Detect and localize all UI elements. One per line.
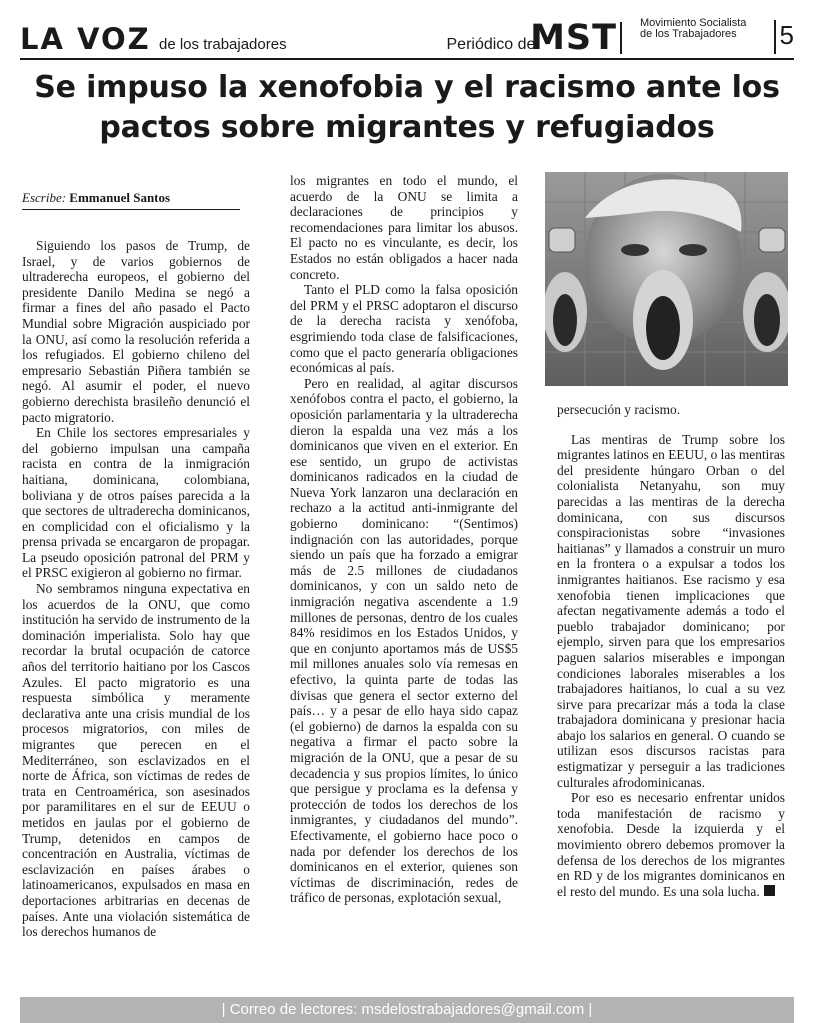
paragraph: En Chile los sectores empresariales y del gobierno impulsan una campaña racista en contra de la inmigración haitiana, dominicana, colombiana, boliviana y de otros países parecida a la que sectores de ultraderecha dominicanos, en complicidad con el oficialismo y la prensa privada se encargaron de propagar. La pseudo oposición patronal del PRM y el PRSC exigieron al gobierno no firmar. (22, 425, 250, 581)
page-number: 5 (779, 20, 794, 50)
header-rule (20, 58, 794, 60)
footer-mail-bar (20, 997, 794, 1023)
column-2 (290, 173, 518, 906)
brand-title: LA VOZ (20, 22, 151, 56)
paragraph: Siguiendo los pasos de Trump, de Israel, y de varios gobiernos de ultraderecha europeos, el gobierno del presidente Danilo Medina se negó a firmar a fines del año pasado el Pacto Mundial sobre Migración auspiciado por la ONU, así como la resolución referida a los refugiados. El gobierno chileno del empresario Sebastián Piñera también se negó. Al asumir el poder, el nuevo gobierno derechista brasileño denunció el pacto migratorio. (22, 238, 250, 425)
paragraph: persecución y racismo. (557, 402, 681, 417)
mst-logo: MST (530, 18, 617, 58)
column-1 (22, 238, 250, 940)
brand-subtitle: de los trabajadores (159, 36, 287, 53)
byline (22, 190, 240, 210)
paragraph: los migrantes en todo el mundo, el acuerdo de la ONU se limita a declaraciones de principios y recomendaciones para limitar los abusos. El pacto no es vinculante, es decir, los Estados no están obligados a hacer nada concreto. (290, 173, 518, 282)
paragraph: No sembramos ninguna expectativa en los acuerdos de la ONU, que como institución ha servido de instrumento de la dominación imperialista. Solo hay que recordar la brutal ocupación de catorce años del territorio haitiano por los Cascos Azules. El pacto migratorio es una respuesta simbólica y meramente declarativa ante una crisis mundial de los procesos migratorios, con miles de migrantes que perecen en el Mediterráneo, son esclavizados en el norte de África, son víctimas de redes de trata en Centroamérica, son asesinados por paramilitares en el sur de EEUU o metidos en jaulas por el gobierno de Trump, detenidos en campos de concentración en Australia, víctimas de esclavización en países árabes o latinoamericanos, expulsados en masa en deportaciones arbitrarias en decenas de países. Ante una violación sistemática de los derechos humanos de (22, 581, 250, 940)
paragraph (557, 790, 785, 899)
paragraph: Tanto el PLD como la falsa oposición del PRM y el PRSC adoptaron el discurso de la derecha racista y xenófoba, esgrimiendo toda clase de falsificaciones, como que el pacto generaría obligaciones económicas al país. (290, 282, 518, 376)
mst-full-name: Movimiento Socialista de los Trabajadores (640, 17, 747, 40)
page-divider (774, 20, 776, 54)
photo-icon (545, 172, 788, 386)
paragraph-text: Por eso es necesario enfrentar unidos toda manifestación de racismo y xenofobia. Desde la izquierda y el movimiento obrero debemos promover la defensa de los derechos de los migrantes en RD y de los migrantes dominicanos en el resto del mundo. Es una sola lucha. (557, 790, 785, 899)
column-3 (557, 402, 785, 899)
periodico-label: Periódico del (446, 36, 539, 53)
trump-urinals-photo (545, 172, 788, 386)
paragraph: Las mentiras de Trump sobre los migrantes latinos en EEUU, o las mentiras del presidente húngaro Orban o del colonialista Netanyahu, son muy parecidas a las mentiras de la derecha dominicana, con sus discursos conspiracionistas sobre “invasiones haitianas” y llamados a construir un muro en la frontera o a expulsar a todos los inmigrantes haitianos. Ese racismo y esa xenofobia tienen implicaciones que afectan negativamente además a todo el pueblo trabajador dominicano; por ejemplo, sirven para que los empresarios paguen salarios miserables e impongan condiciones laborales miserables a los trabajadores haitianos, lo cual a su vez sirve para precarizar más a toda la clase trabajadora dominicana y presionar hacia abajo los salarios en general. O cuando se utilizan esos discursos racistas para estigmatizar y perseguir a las tradiciones culturales afrodominicanas. (557, 431, 785, 790)
logo-divider (620, 22, 622, 54)
article-title: Se impuso la xenofobia y el racismo ante los pactos sobre migrantes y refugiados (34, 70, 780, 145)
reader-email-link[interactable]: | Correo de lectores: msdelostrabajadores@gmail.com | (221, 1001, 593, 1018)
masthead (20, 14, 794, 58)
byline-label: Escribe: (22, 190, 67, 205)
end-mark-icon (764, 885, 775, 896)
author-name: Emmanuel Santos (69, 190, 171, 205)
paragraph: Pero en realidad, al agitar discursos xenófobos contra el pacto, el gobierno, la oposición parlamentaria y la ultraderecha dieron la espalda una vez más a los dominicanos que viven en el exterior. En ese sentido, un grupo de activistas dominicanos radicados en la ciudad de Nueva York lanzaron una declaración en rechazo a la actitud anti-inmigrante del gobierno dominicano: “(Sentimos) indignación con las autoridades, porque siendo un país que ha forzado a emigrar más de 2.5 millones de ciudadanos dominicanos, y con un saldo neto de inmigración negativa ascendente a 1.9 millones de personas, dentro de los cuales 84% residimos en los Estados Unidos, y que en conjunto aportamos más de US$5 mil millones anuales solo vía remesas en efectivo, la quinta parte de todas las divisas que genera el sector externo del país… y a pesar de ello haya sido capaz (el gobierno) de darnos la espalda con su negativa a firmar el pacto sobre la migración de la ONU, que a pesar de su decadencia y sus propios límites, lo único que persigue y proclama es la defensa y protección de todos los derechos de los inmigrantes, y ciudadanos del mundo”. Efectivamente, el gobierno hace poco o nada por defender los derechos de los dominicanos en el exterior, quienes son víctimas de discriminación, redes de tráfico de personas, explotación sexual, (290, 375, 518, 906)
